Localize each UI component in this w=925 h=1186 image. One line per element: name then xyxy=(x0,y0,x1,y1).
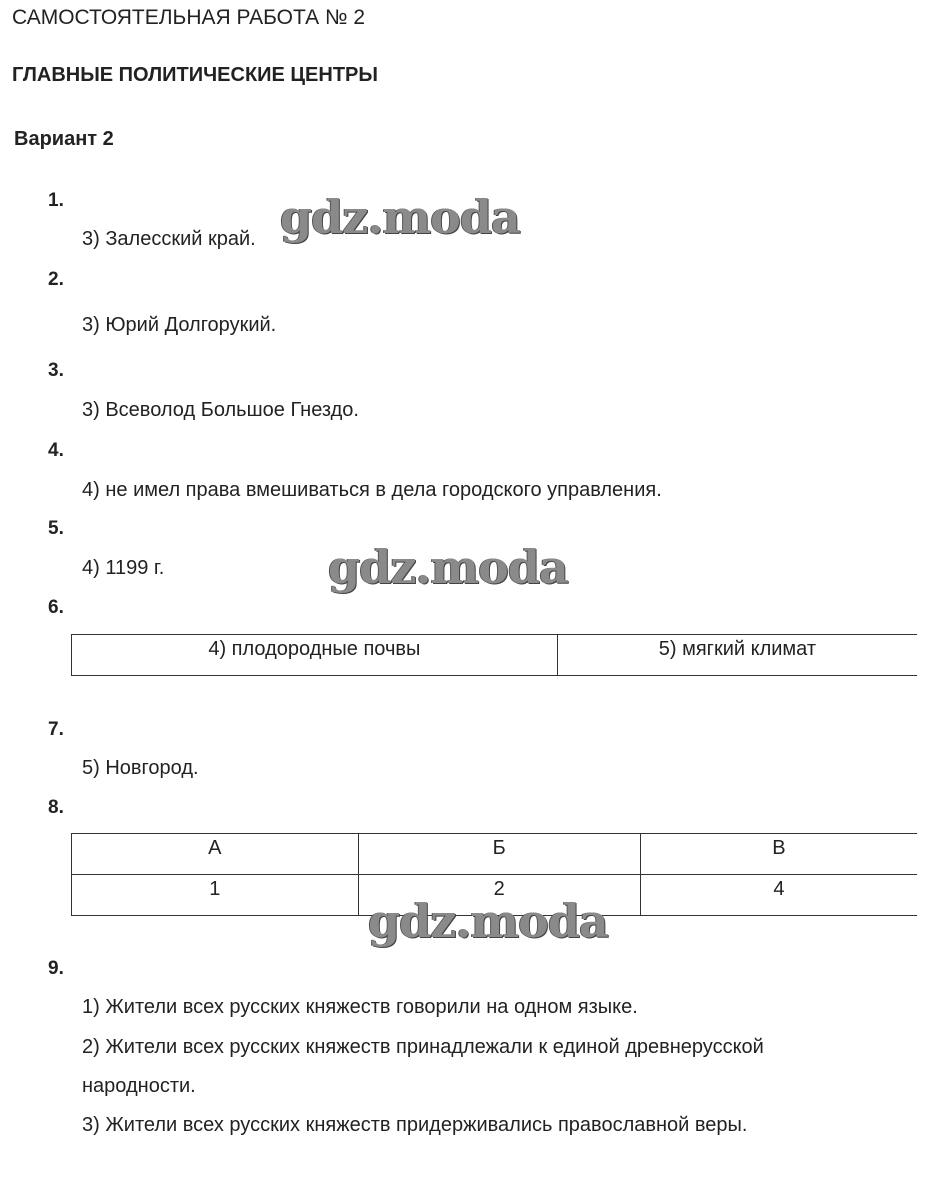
answer-line: 1) Жители всех русских княжеств говорили на одном языке. xyxy=(82,996,638,1018)
answer-line: 2) Жители всех русских княжеств принадлежали к единой древнерусской xyxy=(82,1036,764,1058)
variant-heading: Вариант 2 xyxy=(14,128,114,150)
table-header: А xyxy=(72,834,359,875)
watermark: gdz.moda xyxy=(328,540,568,594)
table-header: В xyxy=(640,834,917,875)
answer: 3) Залесский край. xyxy=(82,228,256,250)
answer: 3) Всеволод Большое Гнездо. xyxy=(82,399,359,421)
answer-table-6 xyxy=(71,634,917,676)
answer: 3) Юрий Долгорукий. xyxy=(82,314,277,336)
question-number: 5. xyxy=(48,518,64,539)
question-number: 7. xyxy=(48,719,64,740)
answer: 4) 1199 г. xyxy=(82,557,165,579)
work-title: САМОСТОЯТЕЛЬНАЯ РАБОТА № 2 xyxy=(12,6,366,29)
table-header: Б xyxy=(358,834,640,875)
answer: 5) Новгород. xyxy=(82,757,199,779)
question-number: 2. xyxy=(48,269,64,290)
table-cell: 4 xyxy=(640,875,917,916)
watermark: gdz.moda xyxy=(280,190,520,244)
table-cell: 4) плодородные почвы xyxy=(72,635,558,676)
question-number: 1. xyxy=(48,190,64,211)
question-number: 3. xyxy=(48,360,64,381)
watermark: gdz.moda xyxy=(368,894,608,948)
question-number: 9. xyxy=(48,958,64,979)
topic-heading: ГЛАВНЫЕ ПОЛИТИЧЕСКИЕ ЦЕНТРЫ xyxy=(12,64,378,86)
question-number: 6. xyxy=(48,597,64,618)
question-number: 4. xyxy=(48,440,64,461)
answer-line: народности. xyxy=(82,1075,196,1097)
answer: 4) не имел права вмешиваться в дела городского управления. xyxy=(82,479,662,501)
answer-line: 3) Жители всех русских княжеств придерживались православной веры. xyxy=(82,1114,748,1136)
table-cell: 1 xyxy=(72,875,359,916)
table-cell: 5) мягкий климат xyxy=(557,635,917,676)
table-cell: 2 xyxy=(358,875,640,916)
question-number: 8. xyxy=(48,797,64,818)
